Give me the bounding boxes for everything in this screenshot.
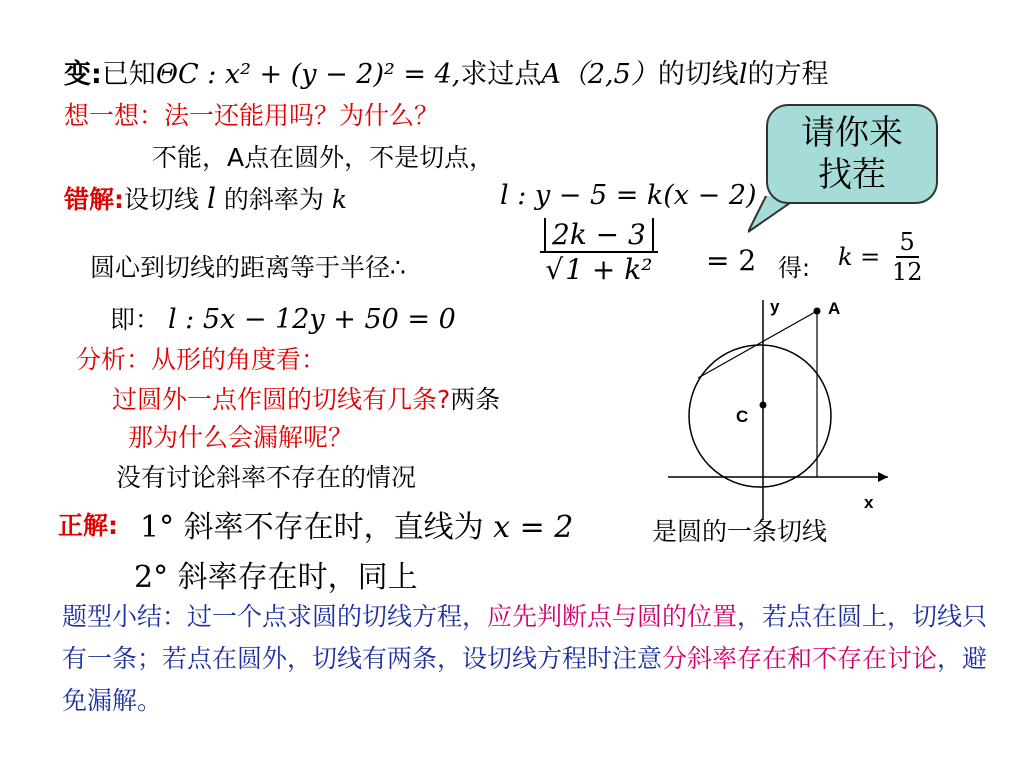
analysis-q1-answer: 两条: [450, 385, 501, 414]
center-point: [760, 402, 767, 409]
center-c-label: C: [736, 407, 749, 426]
distance-equals: = 2: [706, 244, 757, 277]
k-lhs: k =: [838, 243, 881, 271]
circle-figure: [660, 290, 900, 520]
wrong-line-equation: l : y − 5 = k(x − 2): [500, 180, 757, 211]
analysis-q1-line: [112, 380, 500, 416]
correct-case-1: [140, 502, 573, 546]
wrong-text-2: 的斜率为: [223, 185, 324, 214]
point-a-label: A: [828, 299, 841, 318]
y-axis-label: y: [770, 297, 780, 316]
correct-label: 正解:: [58, 511, 118, 540]
result-label: 即：: [110, 305, 161, 334]
analysis-note: 没有讨论斜率不存在的情况: [116, 463, 417, 492]
point-a: A（2,5）: [541, 59, 658, 90]
bubble-line-2: 找茬: [818, 155, 886, 195]
wrong-var-l: l: [206, 182, 216, 215]
distance-numerator: 2k − 3: [544, 218, 654, 251]
summary-part-3: ，若点在圆上，切线只有一条；若点在圆外，切线有两条，设切线方程时注意: [62, 602, 988, 673]
analysis-label: 分析：从形的角度看：: [76, 345, 327, 374]
wrong-text: 设切线: [124, 185, 200, 214]
summary-highlight-2: 分斜率存在和不存在讨论: [662, 644, 938, 673]
summary-part-1: 题型小结：过一个点求圆的切线方程，: [62, 602, 488, 631]
think-question: 想一想：法一还能用吗？为什么？: [64, 101, 440, 130]
problem-known: 已知: [101, 59, 156, 90]
think-answer: 不能，A点在圆外，不是切点，: [152, 143, 495, 172]
wrong-k: k: [331, 185, 348, 214]
summary-paragraph: [62, 596, 1002, 722]
problem-end: 的方程: [747, 59, 829, 90]
x-axis-label: x: [864, 493, 874, 512]
correct-case-1-text: 1° 斜率不存在时，直线为: [140, 510, 484, 545]
k-value: [838, 228, 926, 286]
correct-case-2: 2° 斜率存在时，同上: [134, 560, 418, 595]
distance-text: 圆心到切线的距离等于半径∴: [90, 253, 406, 282]
circle-equation: ΘC : x² + (y − 2)² = 4,: [155, 59, 461, 90]
line-var: l: [738, 59, 748, 90]
problem-prefix: 变:: [64, 59, 102, 90]
result-equation: l : 5x − 12y + 50 = 0: [167, 304, 456, 335]
analysis-q2: 那为什么会漏解呢？: [128, 423, 354, 452]
problem-line: [64, 52, 828, 91]
distance-denominator: 1 + k²: [565, 253, 653, 286]
circle-c: [689, 345, 831, 487]
correct-case-1-equation: x = 2: [493, 510, 574, 545]
speech-bubble: [766, 104, 938, 204]
bubble-line-1: 请你来: [801, 113, 903, 153]
tangent-line-sloped: [698, 311, 817, 378]
result-line: [110, 300, 456, 336]
summary-highlight-1: 应先判断点与圆的位置: [487, 602, 738, 631]
problem-find: 求过点: [460, 59, 542, 90]
x-axis-arrow: [878, 472, 888, 482]
correct-case-1-tail: 是圆的一条切线: [652, 517, 828, 546]
k-numerator: 5: [896, 228, 919, 258]
wrong-solution-line: [64, 180, 347, 216]
problem-tail: 的切线: [657, 59, 739, 90]
summary-part-5: ，避免漏解。: [62, 644, 988, 715]
k-denominator: 12: [891, 258, 923, 286]
analysis-q1: 过圆外一点作圆的切线有几条?: [112, 385, 451, 414]
distance-fraction: $\frac{2k - 3}{\text{√1 + k²}}$: [540, 218, 658, 286]
distance-get: 得:: [778, 254, 811, 282]
wrong-label: 错解:: [64, 185, 124, 214]
